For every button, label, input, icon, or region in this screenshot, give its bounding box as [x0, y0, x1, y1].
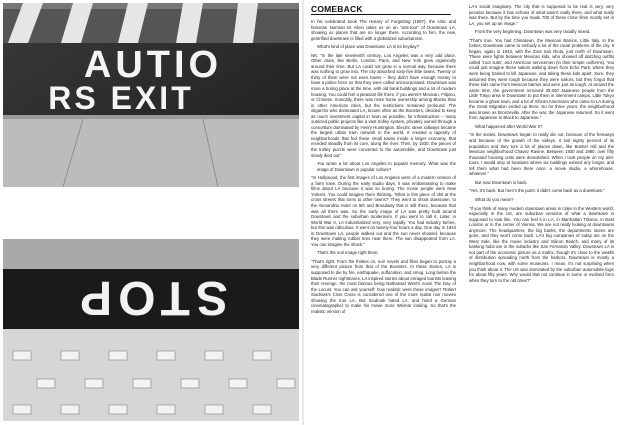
interview-question: What's kind of place was Downtown LA in its heyday? — [317, 44, 420, 50]
interview-answer: "Yes, it's back. But here's the point: it didn't come back as a downtown." — [469, 188, 606, 194]
interview-question: You wrote a lot about Los Angeles in popular memory. What was the image of Downtown in popular culture? — [317, 161, 456, 172]
stencil-stop-text: STOP — [74, 271, 228, 324]
interview-question: What do you mean? — [475, 196, 514, 202]
street-photo-stop — [3, 239, 299, 421]
interview-question: What happened after World War II? — [475, 123, 543, 129]
crosswalk-image — [3, 239, 299, 421]
interview-answer-continued: LA's social imaginary. The city that is supposed to be real is very, very peculiar because it has echoes of what wasn't really there, and what really was there. But by the time you made 700 of these crime films mostly set in LA, you set up an image." — [469, 4, 614, 26]
interview-answer: "That's right. From the thirties on, noir novels and films began to portray a very different picture from that of the Boosters. In these stories, LA is supposed to die by fire, earthquake, suffocation, and smog. Long before the Blade Runner nightmares, LA inspired stories about enraged tourists leaving their revenge, the most famous being Nathanael West's novel The Day of the Locust. You can ask yourself: how realistic were these images? Robert Siodmak's Criss Cross is considered one of the more realist noir movies showing the true LA. But Siodmak hated LA, and hired a German cinematographer to make his movie more Weimar looking. So that's the realistic version of — [311, 258, 456, 314]
interview-question: That's the noir image right there. — [317, 250, 379, 256]
intro-paragraph: In his celebrated book The History of Forgetting (1997), the critic and historian Norman M. Klein takes us on an "anti-tour" of Downtown LA, showing us places that are no longer there. According to him, the new, gentrified downtown is filled with a globalized suburbanism. — [311, 19, 456, 41]
interview-question: But now Downtown is back. — [475, 179, 528, 185]
title-rule — [311, 14, 451, 15]
stencil-caution-text: AUTIO — [83, 44, 223, 86]
interview-answer: "In the sixties, Downtown began to really die out, because of the freeways and because of the growth of the valleys. It lost eighty percent of its population and they tore a lot of places down, like Bunker Hill and the Mexican neighborhood Chavez Ravine. Between 1930 and 1980, over fifty thousand housing units were demolished. When I took people on my anti-tours, I would stop at locations where six buildings existed any longer, and tell them what had been there once: a movie studio, a whorehouse, whatever." — [469, 132, 614, 177]
interview-question: From the very beginning, Downtown was very racially mixed. — [475, 29, 591, 35]
interview-answer: NK: "In the late nineteenth century, Los Angeles was a very odd place. Other cities, like Berlin, London, Paris, and New York grew organically around their time. But LA could not grow in a normal way, because there was nothing to grow into. The city absorbed sixty-five little towns. Twenty or thirty of them were not even towns – they didn't have enough money to have a police force so that they were called unincorporated. Downtown was more a boring place at the time, with old bank buildings and a lot of modern housing. You could feel a pleasant life there, if you weren't Mexican, Filipino, or Chinese. Ironically, there was more home ownership among Blacks than in other American cities, but the restrictions remained profound. The oligarchs who dominated LA, known often as the Boosters, decided to keep as much investment capital in town as possible, for infrastructure – many outsized public projects like a vast trolley system, privately owned through a consortium dominated by Henry Huntington. Electric street railways became the largest urban tram network in the world. It created a tapestry of neighborhoods that fed these small towns inside a larger economy, that receded steadily from its core, along the river. Then, by 1930, the pieces of the trolley puzzle were converted to the automobile, and Downtown just slowly died out." — [311, 52, 456, 158]
interview-answer: "In Hollywood, the first images of Los Angeles were of a modern version of a farm town. During the early studio days, it was embarrassing to make films about LA because it was so boring. The movie people were New Yorkers. You could imagine them thinking, 'What is this piece of shit at the cross streets that turns to other towns?' They went to shoot downtown, to the Alexandria Hotel on 5th and Broadway that is still there, because that was all there was. So the early image of LA was pretty built around Downtown and the suburban modernism. If you went to call it, Later, in World War II, LA industrialized very, very rapidly. You had industry before, but this was ridiculous. It went on twenty-four hours a day. One day in 1943 in Downtown LA, people walked out and the sun never showed, because they were making rubber tires near there. The sun disappeared from LA. You can imagine the shock." — [311, 175, 456, 247]
article-column-2 — [469, 4, 614, 286]
asphalt-road-image — [3, 3, 299, 187]
article-column-1 — [311, 19, 456, 317]
interview-answer: "That's true. You had Chinatown, the Mexican Barrios, Little Italy. In the forties, Downtown came to embody a lot of the racial problems of the city. It began, again in 1943, with the Zoot Suit Riots, just north of Downtown. These were fights between Mexican kids, who showed off dazzling outfits called 'zoot suits', and American servicemen (in their simple uniforms). You could just imagine these sailors walking down from Echo Park, where they were being trained to kill Japanese, and taking these kids apart. Sure, they assumed they were tough because they were sailors, but they forgot that these kids came from Mexican barrios and were just as tough. At around the same time, the government removed 35,000 Japanese people from the Little Tokyo area in Downtown to put them in internment camps. Little Tokyo became a ghost town, and a lot of African Americans who came to LA during the Great Migration ended up there. So for three years, the neighborhood was known as Bronzeville. After the war, the Japanese returned. So it went from Japanese to Black to Japanese." — [469, 37, 614, 121]
interview-answer: "If you think of many modern downtown areas in cities in the Western world, especially in the US, are suburban versions of what a downtown is supposed to look like. You can feel it in LA, in Manhattan Tribeca, in East London or in the center of Vienna. We are not really looking at downtowns anymore. The headquarters, the big banks, the departments stores are gone, and they won't come back. LA's big companies of today are on the West Side, like the movie industry and Silicon Beach, and many of its banking hubs are in the suburbs like San Fernando Valley. Downtown LA is not part of the economic picture as a matrix, though it's close to the wealth of distribution spreading north from the harbors. Downtown is mostly a neighborhood now, with some museums. I mean, it's not surprising when you think about it. The US was dominated by the suburban automobile logic for about fifty years. Why would that not continue in some or evolved form when they turn to the old cities?" — [469, 205, 614, 283]
page-gutter — [302, 0, 304, 425]
street-photo-caution-exit — [3, 3, 299, 187]
article-page — [307, 0, 619, 425]
stencil-exit-text: RS EXIT — [48, 80, 194, 116]
section-title: COMEBACK — [311, 4, 363, 14]
